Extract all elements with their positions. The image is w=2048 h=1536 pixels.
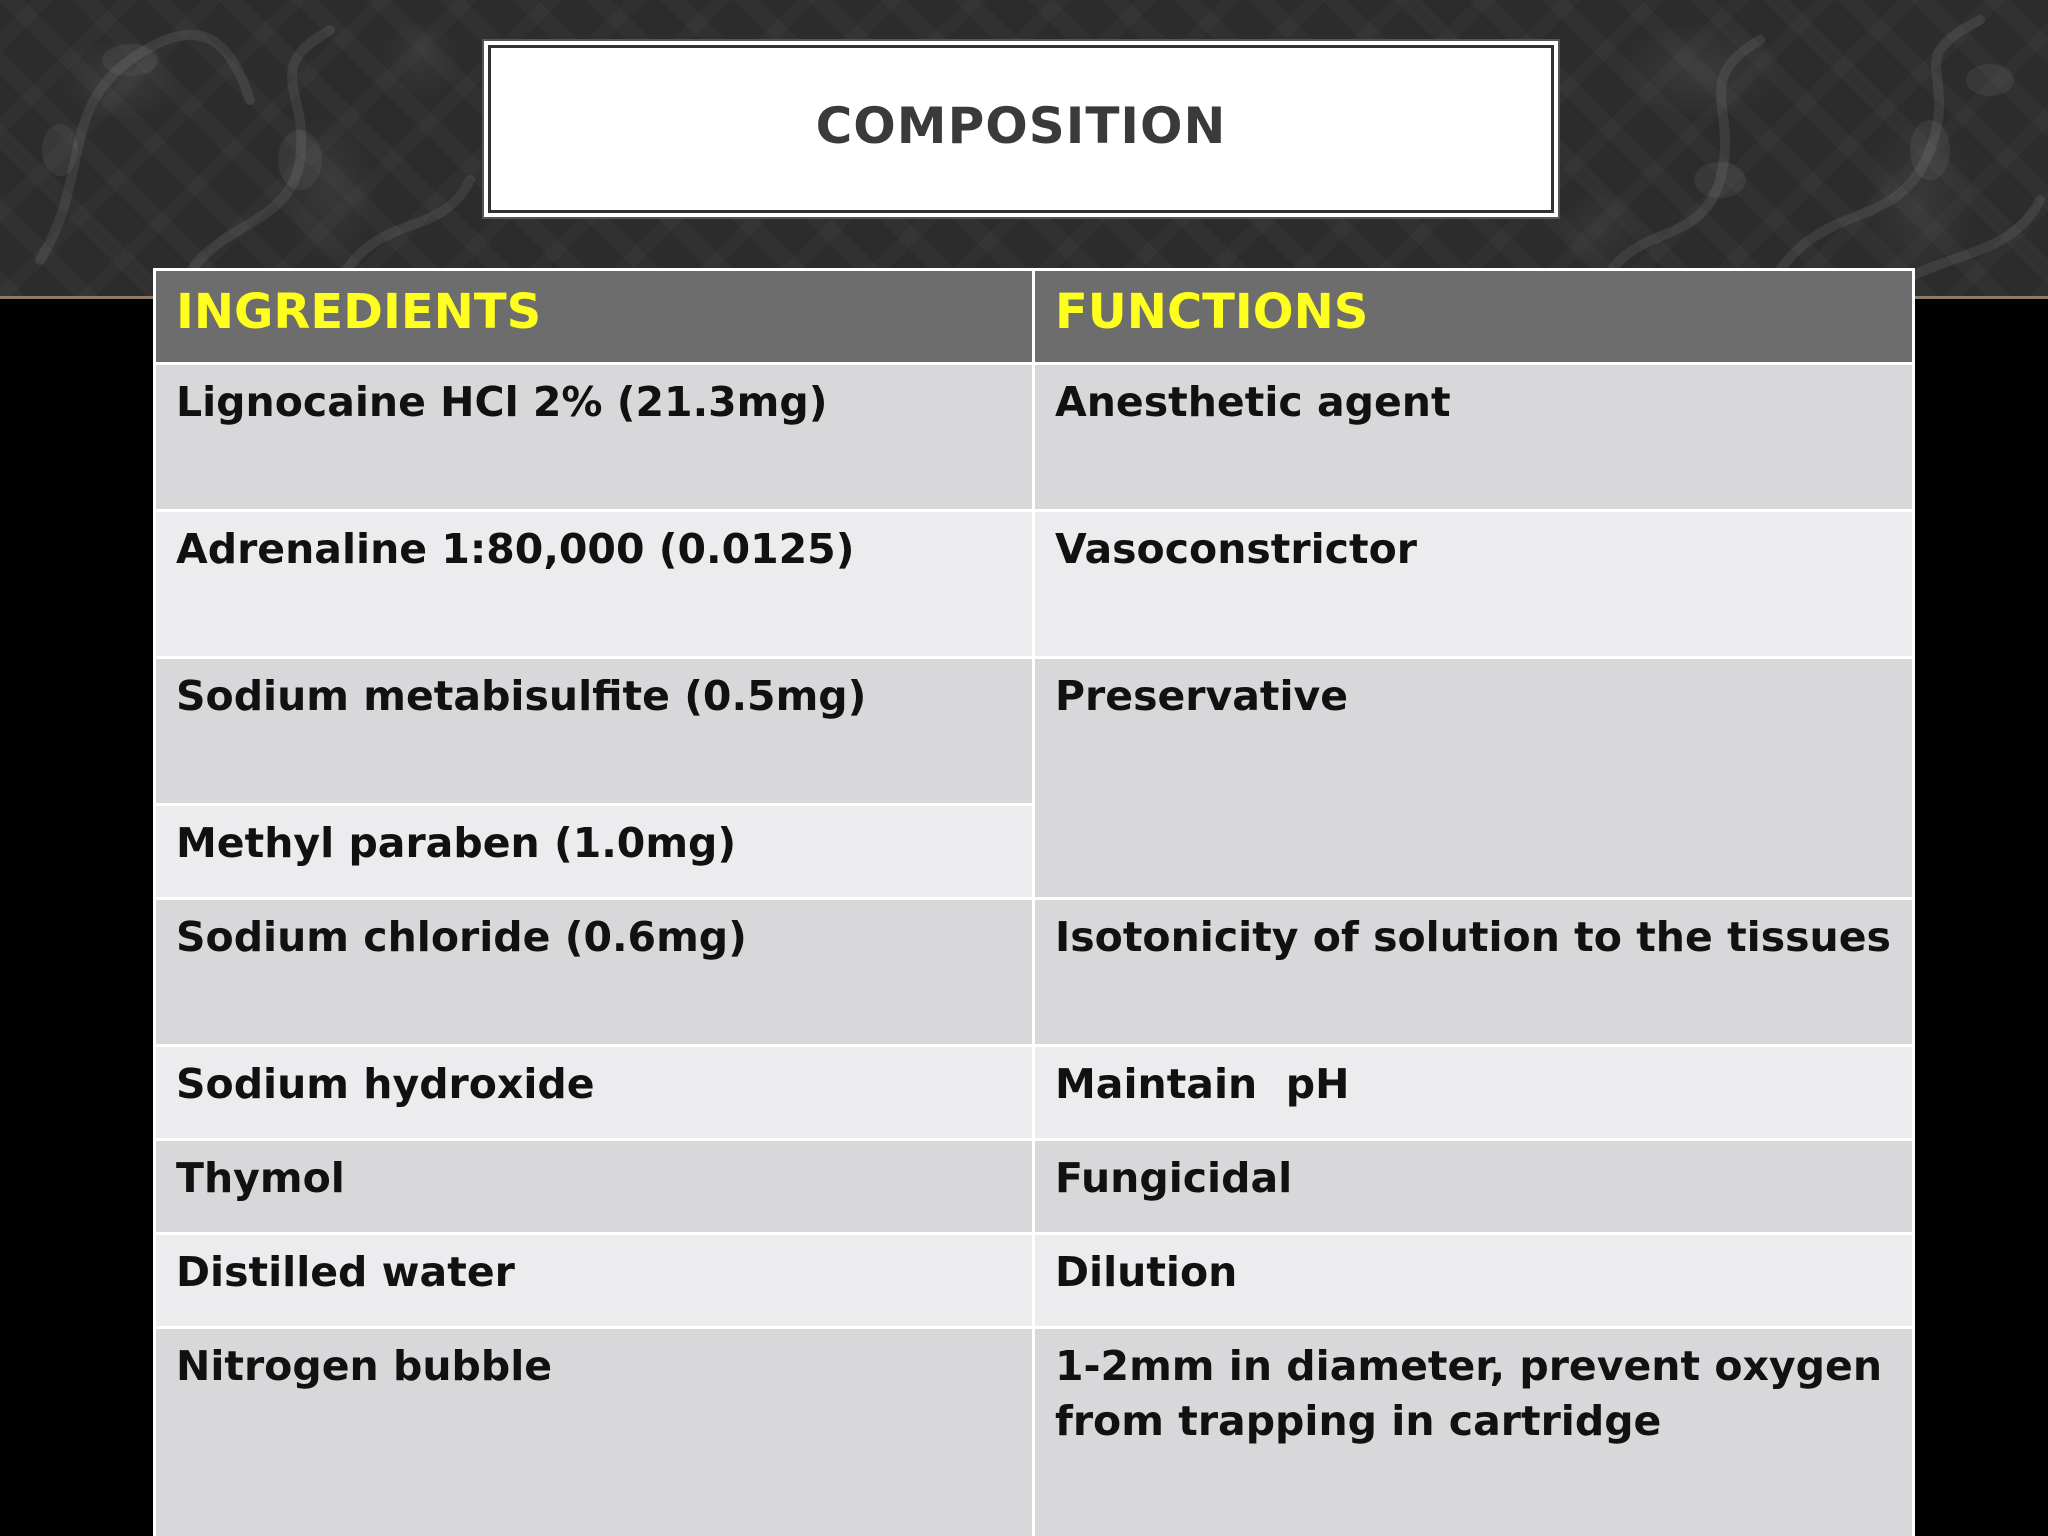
table-header-row: [155, 270, 1914, 364]
ingredient-cell: Nitrogen bubble: [155, 1328, 1034, 1536]
function-cell: Dilution: [1034, 1234, 1914, 1328]
table-row: [155, 899, 1914, 1046]
ingredient-cell: Sodium metabisulfite (0.5mg): [155, 658, 1034, 805]
function-cell: Maintain pH: [1034, 1046, 1914, 1140]
table-row: [155, 1234, 1914, 1328]
composition-table: [153, 268, 1915, 1536]
table-row: [155, 658, 1914, 805]
table-row: [155, 1140, 1914, 1234]
function-cell: 1-2mm in diameter, prevent oxygen from trapping in cartridge: [1034, 1328, 1914, 1536]
function-cell: Isotonicity of solution to the tissues: [1034, 899, 1914, 1046]
table-row: [155, 1046, 1914, 1140]
ingredient-cell: Adrenaline 1:80,000 (0.0125): [155, 511, 1034, 658]
ingredient-cell: Lignocaine HCl 2% (21.3mg): [155, 364, 1034, 511]
composition-table-wrapper: [153, 268, 1912, 1536]
table-row: [155, 511, 1914, 658]
function-cell: Anesthetic agent: [1034, 364, 1914, 511]
function-cell: Preservative: [1034, 658, 1914, 899]
ingredient-cell: Sodium hydroxide: [155, 1046, 1034, 1140]
header-ingredients: INGREDIENTS: [155, 270, 1034, 364]
title-box: [488, 45, 1554, 213]
table-row: [155, 1328, 1914, 1536]
header-functions: FUNCTIONS: [1034, 270, 1914, 364]
ingredient-cell: Methyl paraben (1.0mg): [155, 805, 1034, 899]
ingredient-cell: Sodium chloride (0.6mg): [155, 899, 1034, 1046]
function-cell: Vasoconstrictor: [1034, 511, 1914, 658]
ingredient-cell: Distilled water: [155, 1234, 1034, 1328]
table-row: [155, 364, 1914, 511]
slide-title: COMPOSITION: [815, 97, 1227, 155]
ingredient-cell: Thymol: [155, 1140, 1034, 1234]
function-cell: Fungicidal: [1034, 1140, 1914, 1234]
